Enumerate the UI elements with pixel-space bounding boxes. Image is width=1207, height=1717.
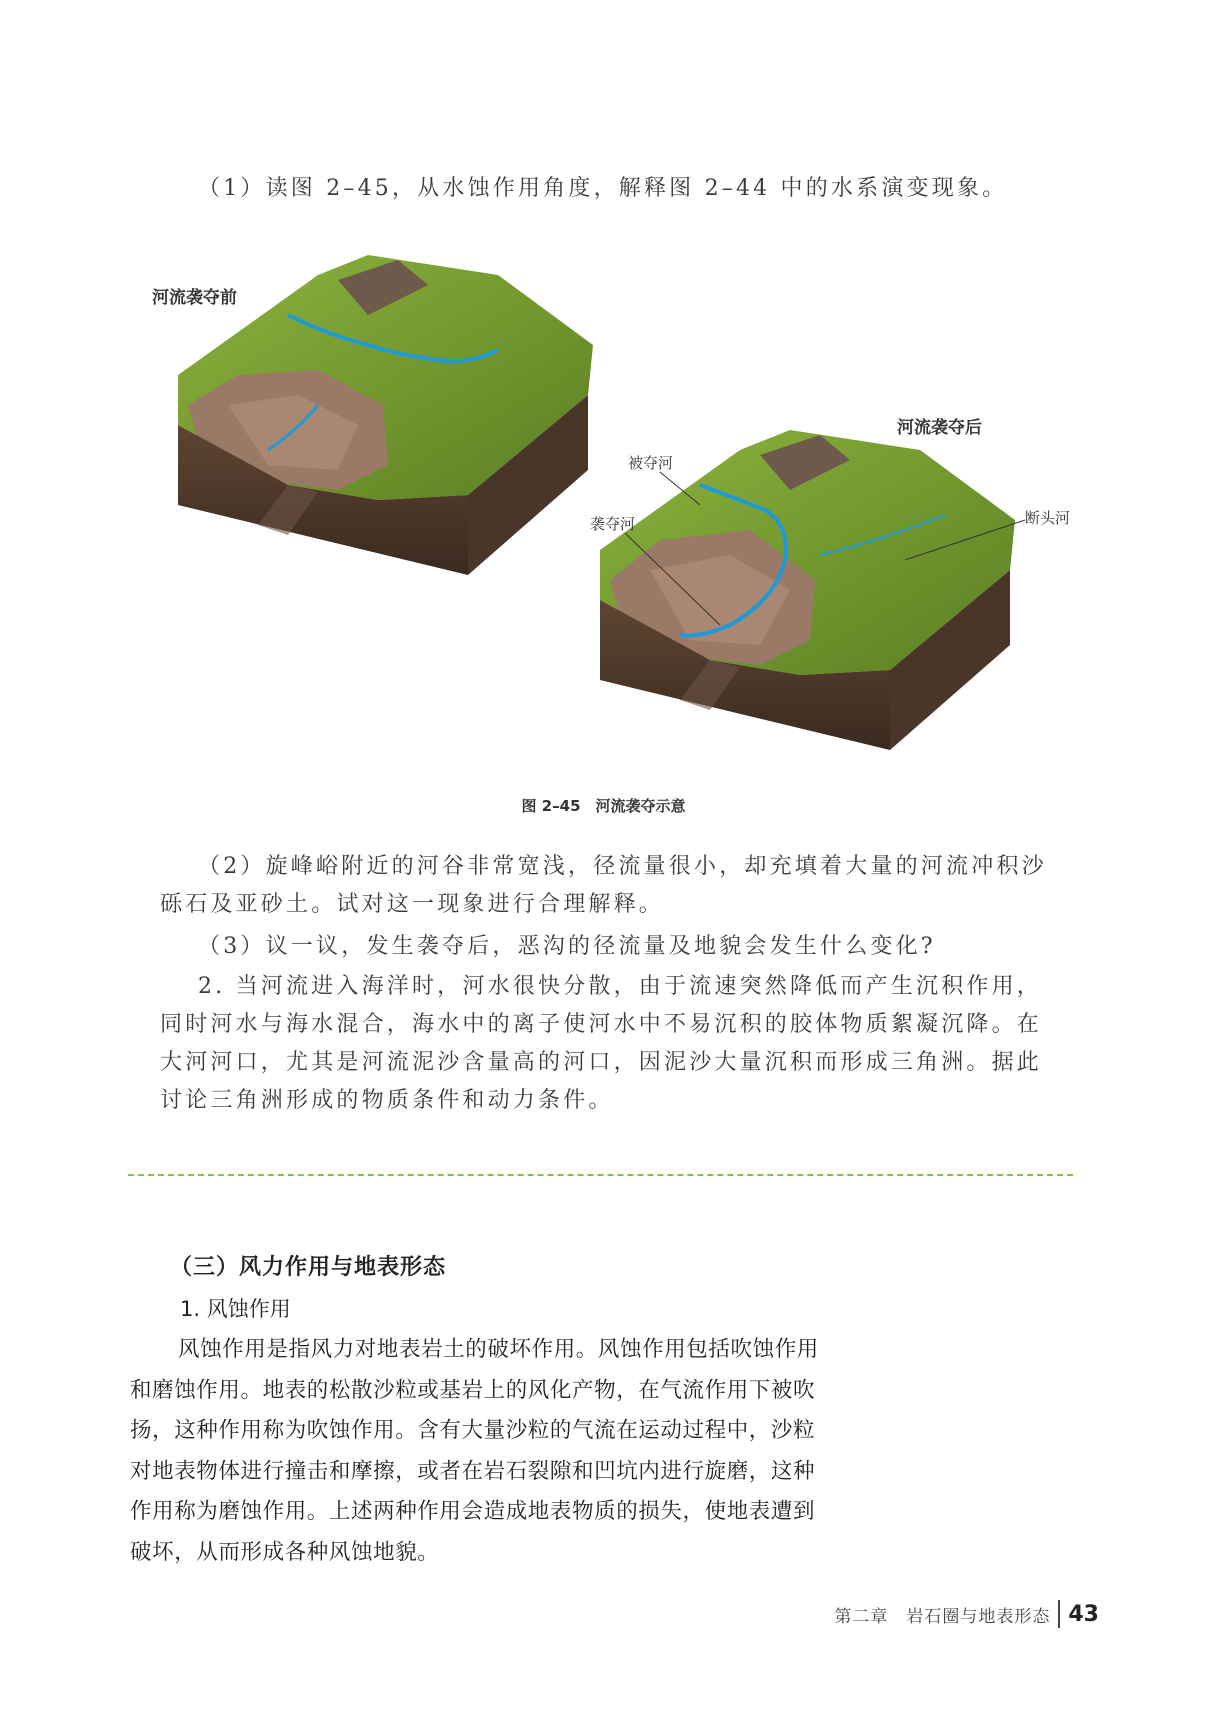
section-divider <box>128 1174 1073 1176</box>
label-before-capture: 河流袭夺前 <box>152 288 237 308</box>
section-title: （三）风力作用与地表形态 <box>170 1255 447 1280</box>
question-1: （1）读图 2–45，从水蚀作用角度，解释图 2–44 中的水系演变现象。 <box>198 176 1008 201</box>
footer-chapter: 第二章 岩石圈与地表形态 <box>834 1606 1051 1627</box>
page-number: 43 <box>1068 1601 1099 1627</box>
paragraph-2-text: 2. 当河流进入海洋时，河水很快分散，由于流速突然降低而产生沉积作用，同时河水与海水混合，海水中的离子使河水中不易沉积的胶体物质絮凝沉降。在大河河口，尤其是河流泥沙含量高的河口，因泥沙大量沉积而形成三角洲。据此讨论三角洲形成的物质条件和动力条件。 <box>160 974 1043 1113</box>
page-footer <box>834 1600 1099 1628</box>
footer-separator <box>1058 1600 1060 1628</box>
section-body <box>130 1330 830 1573</box>
question-2 <box>160 848 1060 924</box>
question-3: （3）议一议，发生袭夺后，恶沟的径流量及地貌会发生什么变化? <box>198 934 936 959</box>
callout-captured-river: 被夺河 <box>628 454 674 472</box>
question-2-text: （2）旋峰峪附近的河谷非常宽浅，径流量很小，却充填着大量的河流冲积沙砾石及亚砂土。试对这一现象进行合理解释。 <box>160 854 1047 917</box>
label-after-capture: 河流袭夺后 <box>897 418 982 438</box>
figure-caption: 图 2–45 河流袭夺示意 <box>521 797 686 815</box>
subsection-title: 1. 风蚀作用 <box>180 1297 291 1321</box>
paragraph-2 <box>160 968 1060 1120</box>
section-body-text: 风蚀作用是指风力对地表岩土的破坏作用。风蚀作用包括吹蚀作用和磨蚀作用。地表的松散沙粒或基岩上的风化产物，在气流作用下被吹扬，这种作用称为吹蚀作用。含有大量沙粒的气流在运动过程中，沙粒对地表物体进行撞击和摩擦，或者在岩石裂隙和凹坑内进行旋磨，这种作用称为磨蚀作用。上述两种作用会造成地表物质的损失，使地表遭到破坏，从而形成各种风蚀地貌。 <box>130 1337 819 1565</box>
block-diagram-after <box>590 430 1020 750</box>
callout-capturing-river: 袭夺河 <box>590 515 636 533</box>
callout-beheaded-river: 断头河 <box>1025 509 1071 527</box>
